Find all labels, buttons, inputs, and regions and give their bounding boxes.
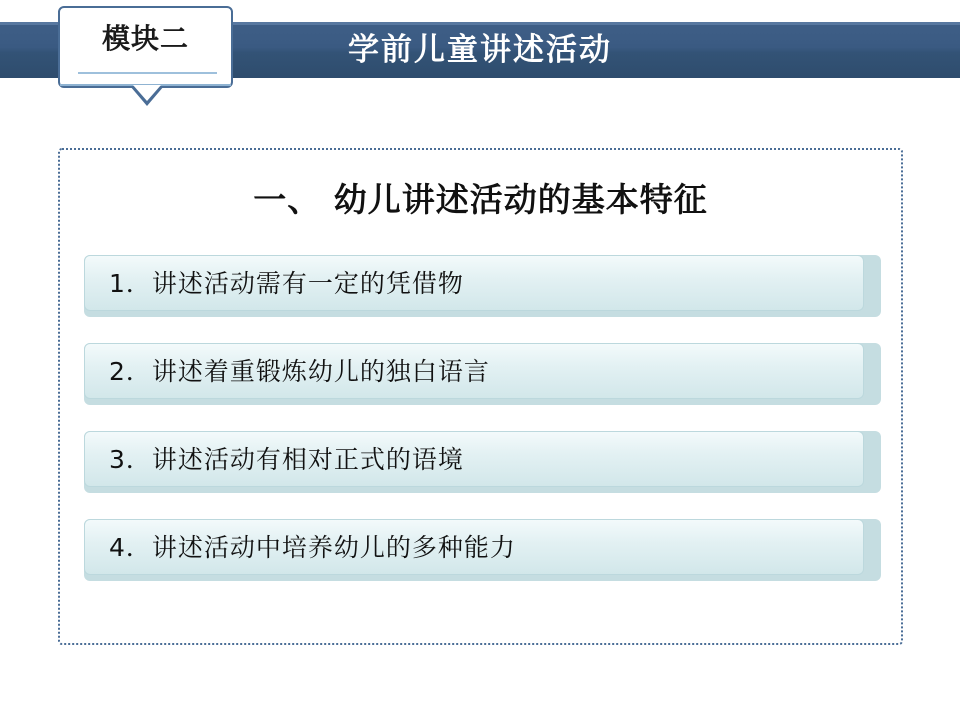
section-title: 一、 幼儿讲述活动的基本特征 bbox=[253, 180, 708, 219]
module-tag-underline bbox=[78, 72, 217, 74]
list-item-surface bbox=[84, 343, 864, 399]
list-item-surface bbox=[84, 431, 864, 487]
list-item-label: 4．讲述活动中培养幼儿的多种能力 bbox=[109, 533, 516, 562]
module-tag-pointer-fill bbox=[133, 85, 161, 101]
list-item-surface bbox=[84, 519, 864, 575]
list-item-label: 1．讲述活动需有一定的凭借物 bbox=[109, 269, 464, 298]
module-tag-label: 模块二 bbox=[101, 22, 189, 55]
list-item[interactable] bbox=[84, 519, 881, 581]
module-tag bbox=[58, 6, 233, 88]
content-panel bbox=[58, 148, 903, 645]
slide-title: 学前儿童讲述活动 bbox=[348, 32, 612, 68]
list-item[interactable] bbox=[84, 255, 881, 317]
list-item-surface bbox=[84, 255, 864, 311]
list-item[interactable] bbox=[84, 343, 881, 405]
list-item-label: 3．讲述活动有相对正式的语境 bbox=[109, 445, 464, 474]
item-list bbox=[84, 255, 881, 607]
list-item[interactable] bbox=[84, 431, 881, 493]
list-item-label: 2．讲述着重锻炼幼儿的独白语言 bbox=[109, 357, 490, 386]
